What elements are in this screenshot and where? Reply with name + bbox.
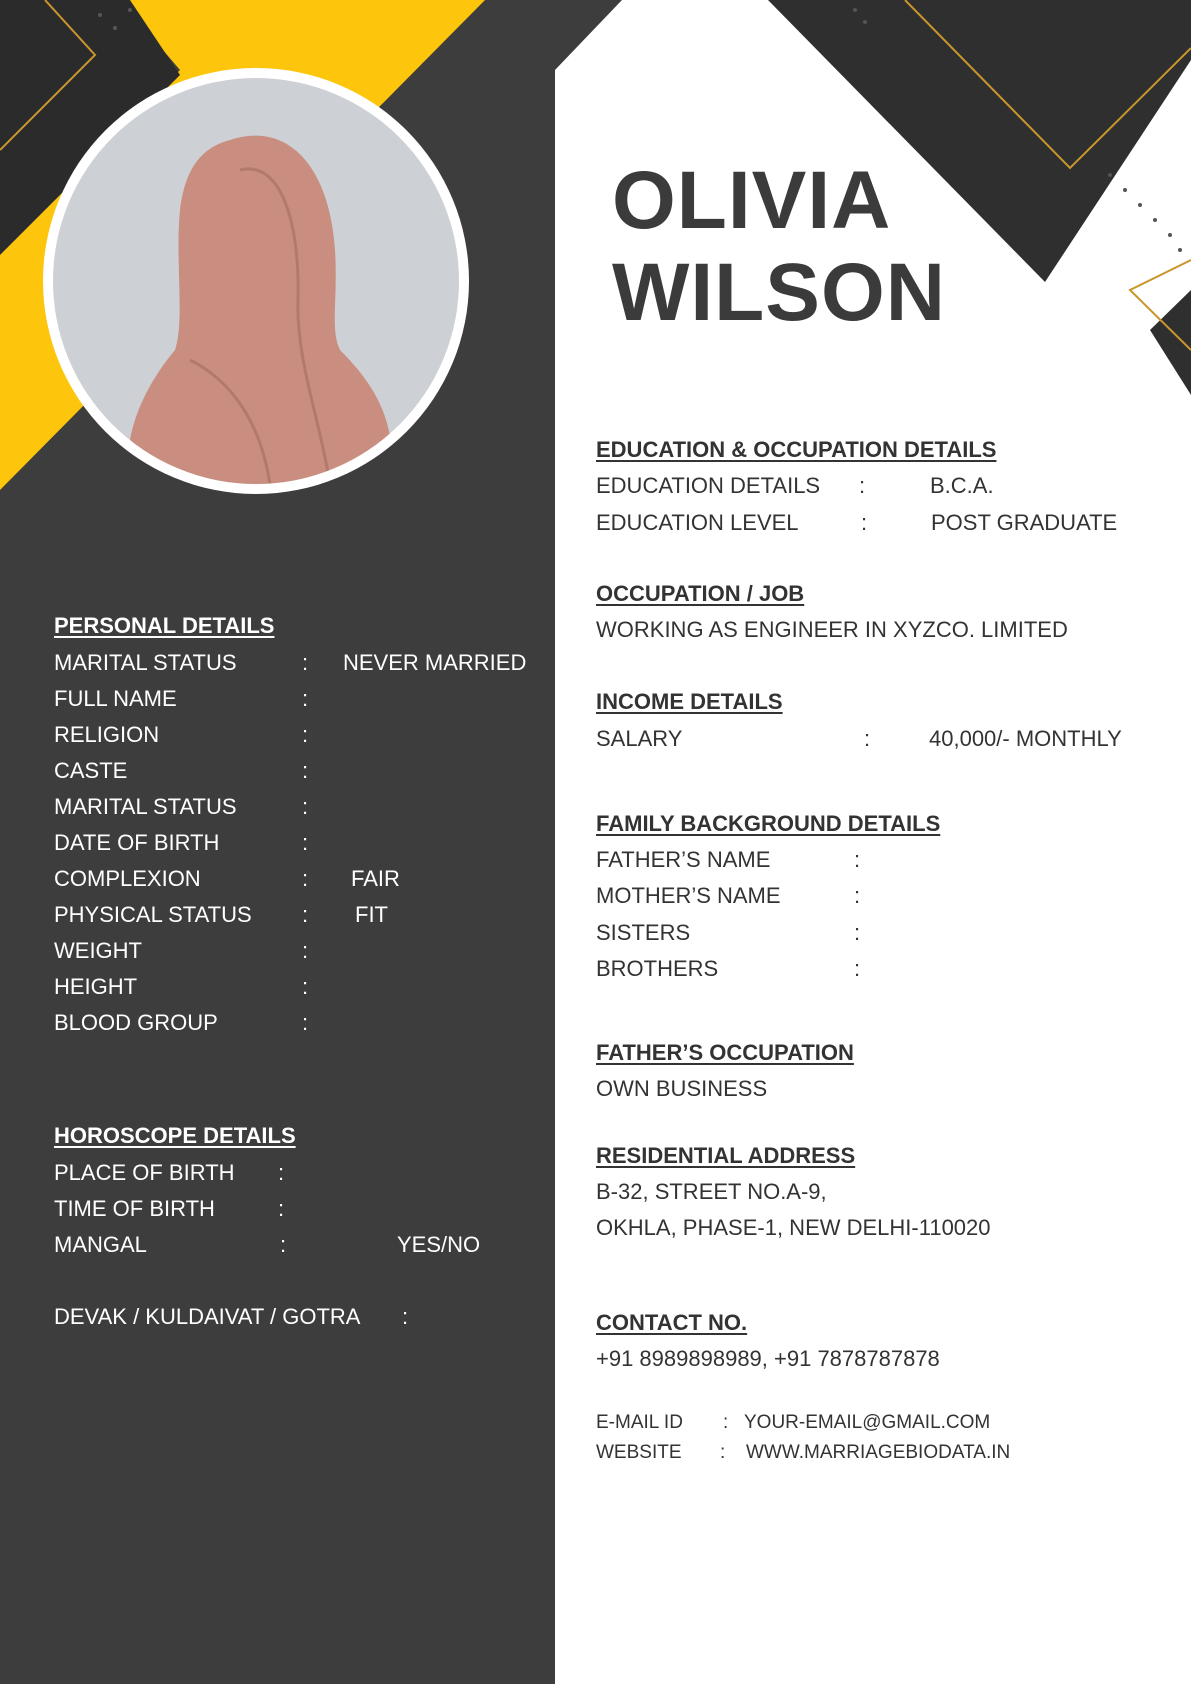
separator: : [302,974,309,999]
last-name: WILSON [612,247,946,338]
personal-row-label: DATE OF BIRTH [54,830,220,855]
profile-photo [43,68,469,494]
separator: : [302,686,309,711]
separator: : [302,830,309,855]
separator: : [280,1232,287,1257]
contact-heading: CONTACT NO. [596,1310,748,1335]
salary-value: 40,000/- MONTHLY [929,726,1122,751]
family-row-label: BROTHERS [596,955,719,981]
address-heading: RESIDENTIAL ADDRESS [596,1143,856,1168]
occupation-heading: OCCUPATION / JOB [596,581,805,606]
address-line-2: OKHLA, PHASE-1, NEW DELHI-110020 [596,1215,991,1240]
personal-row-label: MARITAL STATUS [54,650,237,675]
horoscope-heading: HOROSCOPE DETAILS [54,1123,296,1148]
education-heading: EDUCATION & OCCUPATION DETAILS [596,437,997,462]
separator: : [723,1412,729,1433]
separator: : [302,758,309,783]
time-of-birth-label: TIME OF BIRTH [54,1196,215,1221]
personal-row-label: HEIGHT [54,974,138,999]
income-heading: INCOME DETAILS [596,689,783,714]
mangal-label: MANGAL [54,1232,147,1257]
personal-row-label: FULL NAME [54,686,177,711]
separator: : [854,955,861,981]
separator: : [278,1160,285,1185]
separator: : [302,650,309,675]
family-row-label: MOTHER’S NAME [596,883,781,909]
family-row-label: SISTERS [596,919,691,945]
separator: : [302,938,309,963]
separator: : [854,883,861,909]
separator: : [859,473,866,498]
family-heading: FAMILY BACKGROUND DETAILS [596,811,941,836]
father-occupation-text: OWN BUSINESS [596,1076,768,1101]
education-level-label: EDUCATION LEVEL [596,510,799,535]
place-of-birth-label: PLACE OF BIRTH [54,1160,235,1185]
personal-row-label: PHYSICAL STATUS [54,902,252,927]
separator: : [861,510,868,535]
education-details-label: EDUCATION DETAILS [596,473,821,498]
education-level-value: POST GRADUATE [931,510,1118,535]
website-value[interactable]: WWW.MARRIAGEBIODATA.IN [746,1442,1011,1463]
devak-label: DEVAK / KULDAIVAT / GOTRA [54,1304,361,1329]
phone-numbers: +91 8989898989, +91 7878787878 [596,1346,940,1371]
separator: : [302,1010,309,1035]
separator: : [302,902,309,927]
separator: : [278,1196,285,1221]
personal-heading: PERSONAL DETAILS [54,613,275,638]
mangal-value: YES/NO [397,1232,481,1257]
father-occupation-heading: FATHER’S OCCUPATION [596,1040,854,1065]
email-value[interactable]: YOUR-EMAIL@GMAIL.COM [744,1412,991,1433]
separator: : [302,794,309,819]
email-label: E-MAIL ID [596,1412,683,1433]
personal-row-label: MARITAL STATUS [54,794,237,819]
family-row-label: FATHER’S NAME [596,847,771,872]
first-name: OLIVIA [612,155,892,246]
personal-row-value: FAIR [351,866,400,891]
personal-row-label: BLOOD GROUP [54,1010,218,1035]
separator: : [864,726,871,751]
separator: : [854,919,861,945]
address-line-1: B-32, STREET NO.A-9, [596,1179,827,1204]
personal-row-value: FIT [355,902,388,927]
personal-row-label: RELIGION [54,722,160,747]
personal-row-label: CASTE [54,758,128,783]
separator: : [302,866,309,891]
website-label: WEBSITE [596,1442,682,1463]
salary-label: SALARY [596,726,683,751]
separator: : [302,722,309,747]
personal-row-label: COMPLEXION [54,866,201,891]
personal-row-value: NEVER MARRIED [343,650,527,675]
education-details-value: B.C.A. [930,473,994,498]
personal-row-label: WEIGHT [54,938,142,963]
separator: : [854,847,861,872]
separator: : [402,1304,409,1329]
occupation-text: WORKING AS ENGINEER IN XYZCO. LIMITED [596,617,1068,642]
separator: : [720,1442,726,1463]
